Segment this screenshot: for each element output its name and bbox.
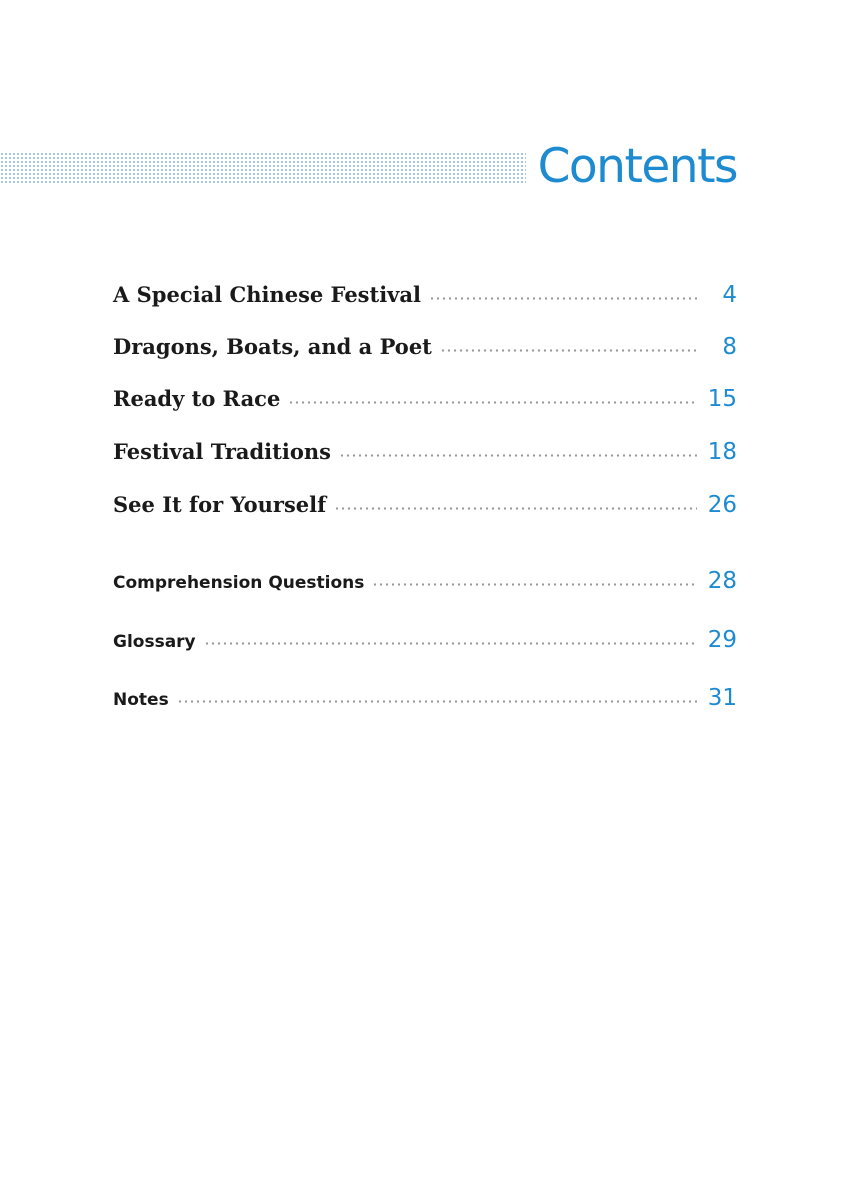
- toc-entry-dragons-boats-poet[interactable]: [113, 334, 737, 360]
- toc-entry-page: 18: [707, 439, 737, 465]
- dot-leader: [288, 401, 697, 404]
- dot-leader: [440, 349, 697, 352]
- dot-leader: [177, 700, 697, 703]
- toc-entry-page: 26: [707, 492, 737, 518]
- dot-leader: [339, 454, 697, 457]
- toc-entry-comprehension-questions[interactable]: [113, 568, 737, 594]
- toc-entry-festival-traditions[interactable]: [113, 439, 737, 465]
- toc-entry-title: Dragons, Boats, and a Poet: [113, 334, 432, 359]
- toc-entry-title: Festival Traditions: [113, 439, 331, 464]
- toc-entry-notes[interactable]: [113, 685, 737, 711]
- title-dot-pattern: [0, 152, 526, 184]
- toc-entry-special-chinese-festival[interactable]: [113, 282, 737, 308]
- dot-leader: [429, 297, 697, 300]
- toc-entry-glossary[interactable]: [113, 627, 737, 653]
- toc-entry-ready-to-race[interactable]: [113, 386, 737, 412]
- toc-entry-page: 29: [707, 627, 737, 653]
- toc-entry-title: Comprehension Questions: [113, 573, 365, 593]
- toc-entry-page: 28: [707, 568, 737, 594]
- toc-entry-title: Notes: [113, 690, 169, 710]
- dot-leader: [204, 642, 697, 645]
- toc-entry-see-it-for-yourself[interactable]: [113, 492, 737, 518]
- page-title: Contents: [537, 139, 737, 194]
- toc-entry-page: 8: [722, 334, 737, 360]
- toc-entry-page: 31: [707, 685, 737, 711]
- toc-entry-title: See It for Yourself: [113, 492, 327, 517]
- toc-entry-title: Glossary: [113, 632, 196, 652]
- toc-entry-page: 4: [722, 282, 737, 308]
- toc-entry-title: Ready to Race: [113, 386, 281, 411]
- toc-entry-page: 15: [707, 386, 737, 412]
- dot-leader: [372, 583, 697, 586]
- dot-leader: [334, 507, 697, 510]
- toc-entry-title: A Special Chinese Festival: [113, 282, 421, 307]
